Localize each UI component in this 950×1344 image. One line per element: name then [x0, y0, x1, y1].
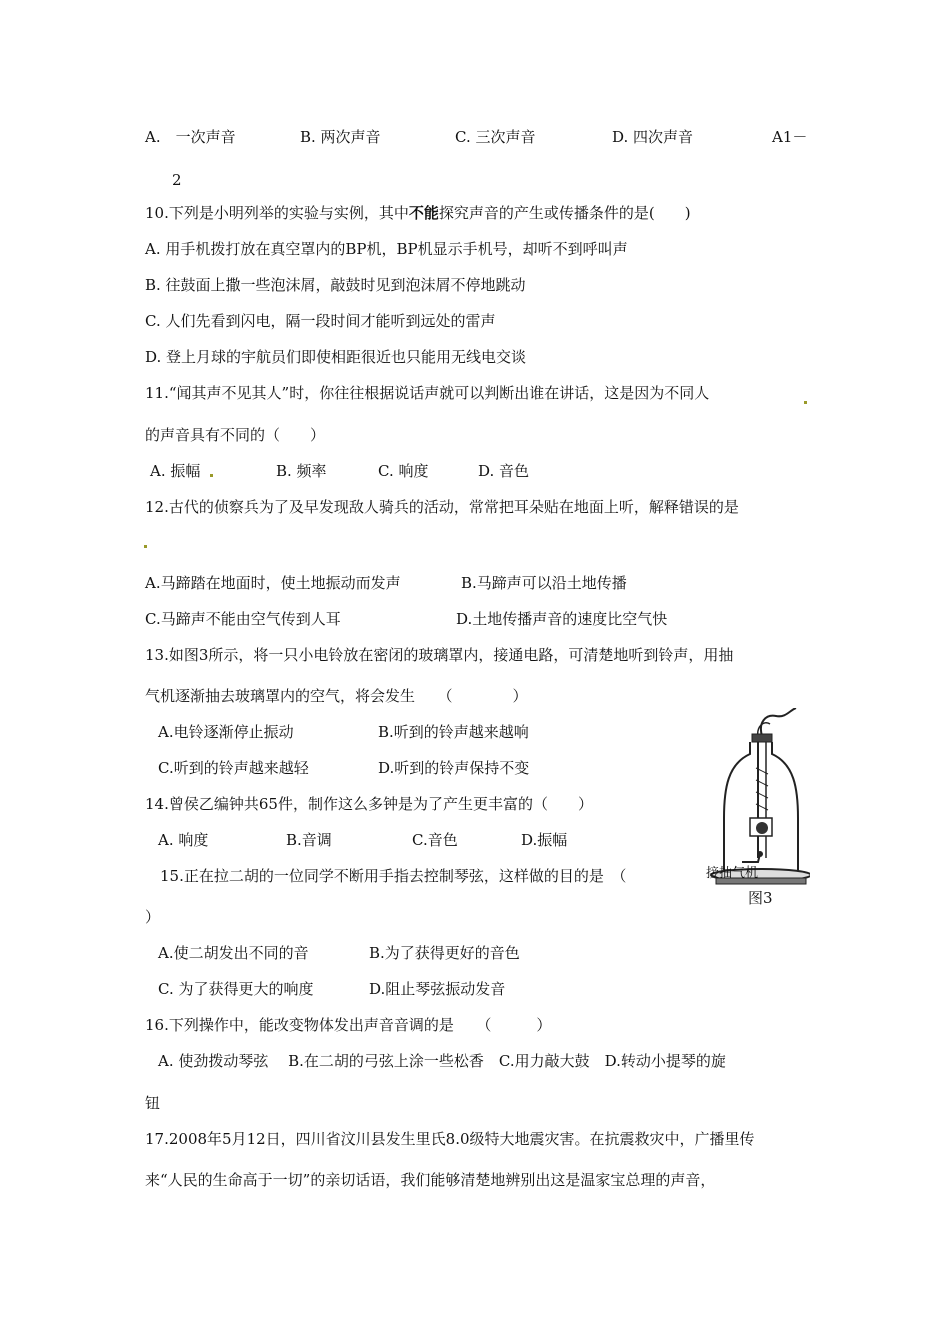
speck-mark [144, 545, 147, 548]
q13-option-a: A.电铃逐渐停止振动 [158, 723, 294, 741]
q11-option-b: B. 频率 [276, 462, 327, 480]
q10-stem-pre: 10.下列是小明列举的实验与实例，其中 [145, 204, 409, 222]
q15-option-a: A.使二胡发出不同的音 [158, 944, 309, 962]
q10-option-b: B. 往鼓面上撒一些泡沫屑，敲鼓时见到泡沫屑不停地跳动 [145, 276, 526, 294]
q10-stem-bold: 不能 [408, 204, 439, 222]
figure-caption: 图3 [748, 889, 773, 907]
q14-option-b: B.音调 [286, 831, 332, 849]
q9-option-c: C. 三次声音 [455, 128, 536, 146]
q11-stem-line2: 的声音具有不同的（ ） [145, 426, 326, 444]
q12-stem: 12.古代的侦察兵为了及早发现敌人骑兵的活动，常常把耳朵贴在地面上听，解释错误的是 [145, 498, 739, 516]
q10-option-d: D. 登上月球的宇航员们即使相距很近也只能用无线电交谈 [145, 348, 527, 366]
q15-option-c: C. 为了获得更大的响度 [158, 980, 314, 998]
speck-mark [804, 401, 807, 404]
q10-option-c: C. 人们先看到闪电，隔一段时间才能听到远处的雷声 [145, 312, 496, 330]
q13-option-b: B.听到的铃声越来越响 [378, 723, 529, 741]
speck-mark [210, 474, 213, 477]
q11-option-c: C. 响度 [378, 462, 429, 480]
q16-options-continued: 钮 [145, 1094, 161, 1112]
q14-option-d: D.振幅 [521, 831, 568, 849]
q13-option-d: D.听到的铃声保持不变 [378, 759, 530, 777]
q15-stem-line2: ） [145, 908, 161, 926]
figure-label: 接抽气机 [706, 866, 759, 881]
q13-option-c: C.听到的铃声越来越轻 [158, 759, 309, 777]
q12-option-d: D.土地传播声音的速度比空气快 [456, 610, 668, 628]
q17-stem-line1: 17.2008年5月12日，四川省汶川县发生里氏8.0级特大地震灾害。在抗震救灾中，广播里传 [145, 1130, 755, 1148]
q9-code-continued: 2 [172, 171, 182, 189]
q11-option-a: A. 振幅 [150, 462, 201, 480]
q11-stem-line1: 11.“闻其声不见其人”时，你往往根据说话声就可以判断出谁在讲话，这是因为不同人 [145, 384, 710, 402]
q15-option-b: B.为了获得更好的音色 [369, 944, 520, 962]
q9-option-a: A. 一次声音 [145, 128, 236, 146]
pump-outlet-arrow [738, 850, 768, 870]
q11-option-d: D. 音色 [478, 462, 530, 480]
q9-code: A1－ [772, 128, 808, 146]
q15-option-d: D.阻止琴弦振动发音 [369, 980, 506, 998]
q12-option-c: C.马蹄声不能由空气传到人耳 [145, 610, 341, 628]
q10-option-a: A. 用手机拨打放在真空罩内的BP机，BP机显示手机号，却听不到呼叫声 [145, 240, 628, 258]
q9-option-d: D. 四次声音 [612, 128, 694, 146]
q13-stem-line1: 13.如图3所示，将一只小电铃放在密闭的玻璃罩内，接通电路，可清楚地听到铃声，用抽 [145, 646, 734, 664]
q17-stem-line2: 来“人民的生命高于一切”的亲切话语，我们能够清楚地辨别出这是温家宝总理的声音， [145, 1171, 716, 1189]
q13-stem-line2: 气机逐渐抽去玻璃罩内的空气，将会发生 （ ） [145, 687, 528, 705]
q16-options: A. 使劲拨动琴弦 B.在二胡的弓弦上涂一些松香 C.用力敲大鼓 D.转动小提琴的旋 [158, 1052, 726, 1070]
q10-stem-post: 探究声音的产生或传播条件的是( ) [438, 204, 691, 222]
q14-option-c: C.音色 [412, 831, 458, 849]
q15-stem-line1: 15.正在拉二胡的一位同学不断用手指去控制琴弦，这样做的目的是 （ [160, 867, 627, 885]
q9-option-b: B. 两次声音 [300, 128, 381, 146]
q14-stem: 14.曾侯乙编钟共65件，制作这么多钟是为了产生更丰富的（ ） [145, 795, 593, 813]
q12-option-a: A.马蹄踏在地面时，使土地振动而发声 [145, 574, 401, 592]
q12-option-b: B.马蹄声可以沿土地传播 [461, 574, 627, 592]
q10-stem [145, 203, 691, 223]
q16-stem: 16.下列操作中，能改变物体发出声音音调的是 （ ） [145, 1016, 552, 1034]
q14-option-a: A. 响度 [158, 831, 209, 849]
